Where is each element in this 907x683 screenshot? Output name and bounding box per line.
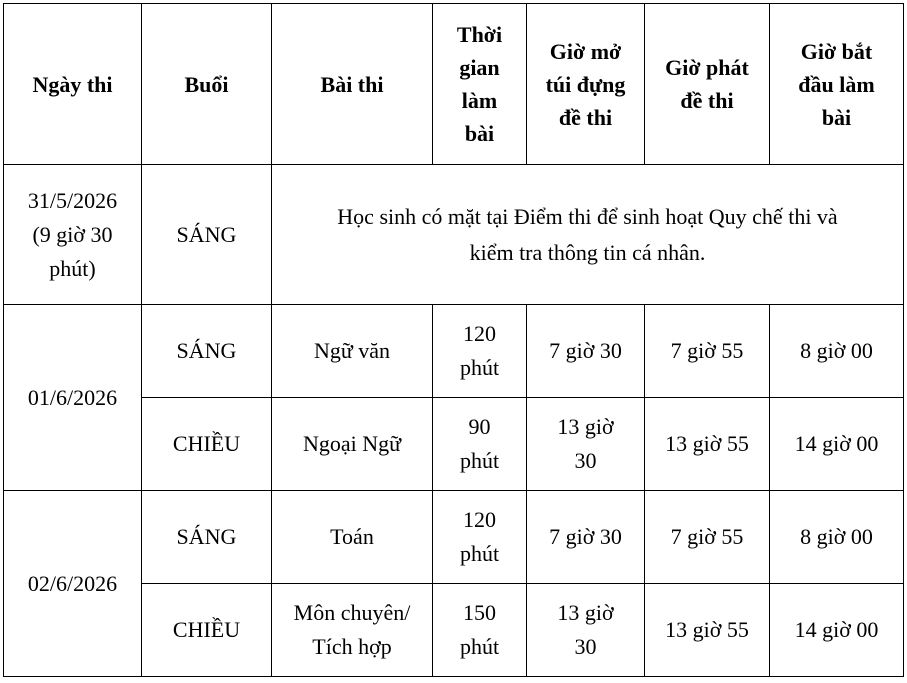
session-cell: SÁNG	[142, 305, 272, 398]
subject-cell: Toán	[272, 491, 433, 584]
session-cell: CHIỀU	[142, 584, 272, 677]
start-time-cell: 8 giờ 00	[770, 305, 904, 398]
subject-cell: Ngoại Ngữ	[272, 398, 433, 491]
duration-cell: 120 phút	[433, 305, 527, 398]
header-open-bag-time: Giờ mở túi đựng đề thi	[527, 4, 645, 165]
subject-cell: Ngữ văn	[272, 305, 433, 398]
session-cell: CHIỀU	[142, 398, 272, 491]
distribute-time-cell: 13 giờ 55	[645, 398, 770, 491]
notice-row	[4, 165, 904, 305]
open-bag-time-cell: 13 giờ 30	[527, 584, 645, 677]
notice-date-cell: 31/5/2026 (9 giờ 30 phút)	[4, 165, 142, 305]
date-cell: 01/6/2026	[4, 305, 142, 491]
header-duration: Thời gian làm bài	[433, 4, 527, 165]
header-subject: Bài thi	[272, 4, 433, 165]
date-cell: 02/6/2026	[4, 491, 142, 677]
table-row	[4, 491, 904, 584]
distribute-time-cell: 7 giờ 55	[645, 305, 770, 398]
start-time-cell: 14 giờ 00	[770, 584, 904, 677]
open-bag-time-cell: 13 giờ 30	[527, 398, 645, 491]
duration-cell: 150 phút	[433, 584, 527, 677]
notice-text-cell: Học sinh có mặt tại Điểm thi để sinh hoạt Quy chế thi và kiểm tra thông tin cá nhân.	[272, 165, 904, 305]
duration-cell: 120 phút	[433, 491, 527, 584]
open-bag-time-cell: 7 giờ 30	[527, 305, 645, 398]
header-date: Ngày thi	[4, 4, 142, 165]
duration-cell: 90 phút	[433, 398, 527, 491]
subject-cell: Môn chuyên/ Tích hợp	[272, 584, 433, 677]
session-cell: SÁNG	[142, 491, 272, 584]
header-session: Buổi	[142, 4, 272, 165]
notice-session-cell: SÁNG	[142, 165, 272, 305]
distribute-time-cell: 7 giờ 55	[645, 491, 770, 584]
table-row	[4, 305, 904, 398]
distribute-time-cell: 13 giờ 55	[645, 584, 770, 677]
header-row	[4, 4, 904, 165]
header-distribute-time: Giờ phát đề thi	[645, 4, 770, 165]
start-time-cell: 14 giờ 00	[770, 398, 904, 491]
open-bag-time-cell: 7 giờ 30	[527, 491, 645, 584]
header-start-time: Giờ bắt đầu làm bài	[770, 4, 904, 165]
exam-schedule-table	[3, 3, 904, 677]
start-time-cell: 8 giờ 00	[770, 491, 904, 584]
